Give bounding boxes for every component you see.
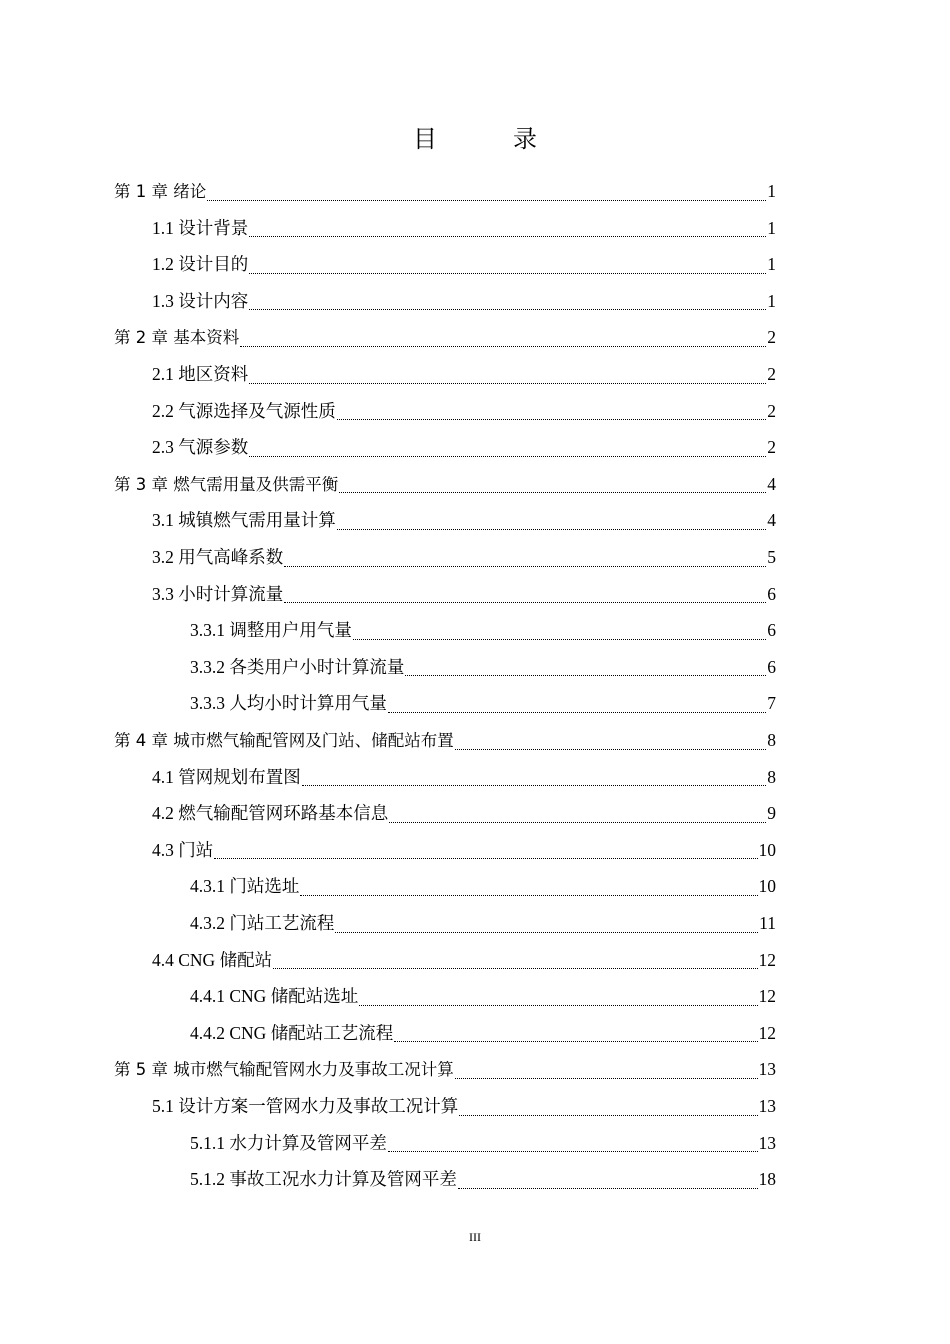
toc-entry-page: 9 [767, 803, 776, 824]
toc-entry-page: 11 [759, 913, 776, 933]
toc-entry-page: 2 [767, 437, 776, 458]
dot-leader [337, 419, 767, 420]
toc-entry-page: 6 [767, 656, 776, 677]
toc-entry[interactable] [152, 210, 776, 246]
dot-leader [339, 492, 766, 493]
page-title: 目 录 [413, 125, 563, 153]
toc-entry-page: 13 [758, 1096, 776, 1116]
dot-leader [249, 456, 766, 457]
toc-entry-title: 5.1.1 水力计算及管网平差 [190, 1132, 387, 1153]
toc-entry-page: 1 [767, 217, 776, 238]
toc-entry[interactable] [152, 356, 776, 392]
dot-leader [389, 822, 766, 823]
toc-entry-title: 2.1 地区资料 [152, 364, 249, 384]
dot-leader [300, 895, 757, 896]
dot-leader [302, 785, 767, 786]
dot-leader [359, 1005, 757, 1006]
toc-entry-page: 6 [767, 583, 776, 604]
toc-entry[interactable] [152, 283, 776, 319]
toc-entry-title: 4.1 管网规划布置图 [152, 766, 301, 787]
toc-entry-title: 4.3 门站 [152, 839, 214, 860]
dot-leader [458, 1188, 758, 1189]
toc-entry-title: 2.2 气源选择及气源性质 [152, 400, 336, 421]
toc-entry-title: 4.4.2 CNG 储配站工艺流程 [190, 1022, 394, 1043]
dot-leader [394, 1041, 757, 1042]
page-number: III [469, 1230, 481, 1244]
toc-entry-title: 1.1 设计背景 [152, 217, 249, 238]
toc-entry-page: 1 [767, 254, 776, 275]
toc-entry[interactable] [190, 649, 776, 685]
dot-leader [455, 1078, 758, 1079]
toc-entry-page: 2 [767, 400, 776, 421]
toc-entry[interactable] [114, 173, 776, 209]
toc-entry-page: 4 [767, 473, 776, 494]
toc-entry-page: 1 [767, 290, 776, 311]
dot-leader [459, 1115, 757, 1116]
toc-entry-page: 4 [767, 510, 776, 531]
toc-entry-title: 第 3 章 燃气需用量及供需平衡 [114, 474, 339, 494]
toc-entry[interactable] [152, 1088, 776, 1124]
toc-entry[interactable] [114, 466, 776, 502]
toc-entry-title: 第 4 章 城市燃气输配管网及门站、储配站布置 [114, 731, 454, 750]
toc-entry-title: 第 1 章 绪论 [114, 182, 207, 201]
toc-entry-page: 12 [758, 1022, 776, 1043]
toc-entry-title: 5.1 设计方案一管网水力及事故工况计算 [152, 1096, 459, 1116]
toc-entry[interactable] [152, 576, 776, 612]
toc-entry[interactable] [152, 942, 776, 978]
toc-entry-title: 1.2 设计目的 [152, 254, 249, 275]
toc-entry-page: 8 [767, 766, 776, 787]
toc-entry[interactable] [190, 685, 776, 721]
toc-entry-title: 3.2 用气高峰系数 [152, 547, 284, 567]
toc-entry[interactable] [114, 1051, 776, 1087]
toc-entry-title: 1.3 设计内容 [152, 290, 249, 311]
toc-entry-page: 8 [767, 730, 776, 750]
toc-entry[interactable] [152, 429, 776, 465]
toc-entry-title: 第 5 章 城市燃气输配管网水力及事故工况计算 [114, 1060, 454, 1080]
toc-entry-page: 2 [767, 327, 776, 348]
toc-entry[interactable] [190, 612, 776, 648]
toc-entry[interactable] [152, 393, 776, 429]
dot-leader [353, 639, 766, 640]
toc-entry-page: 13 [758, 1132, 776, 1153]
toc-entry-page: 12 [758, 986, 776, 1007]
toc-entry-title: 2.3 气源参数 [152, 437, 249, 458]
toc-entry-title: 4.4 CNG 储配站 [152, 949, 273, 970]
toc-entry-page: 10 [758, 876, 776, 897]
toc-entry-page: 2 [767, 364, 776, 384]
toc-entry-page: 6 [767, 620, 776, 641]
toc-entry[interactable] [190, 868, 776, 904]
toc-entry[interactable] [152, 502, 776, 538]
dot-leader [240, 346, 766, 347]
dot-leader [284, 566, 766, 567]
toc-entry-title: 3.3.3 人均小时计算用气量 [190, 693, 387, 714]
dot-leader [273, 968, 757, 969]
toc-entry[interactable] [190, 905, 776, 941]
toc-entry-title: 5.1.2 事故工况水力计算及管网平差 [190, 1169, 457, 1190]
toc-entry[interactable] [152, 539, 776, 575]
toc-entry-title: 4.3.1 门站选址 [190, 876, 300, 897]
toc-entry-title: 4.4.1 CNG 储配站选址 [190, 986, 359, 1007]
dot-leader [214, 858, 757, 859]
toc-entry[interactable] [190, 1015, 776, 1051]
toc-entry-page: 10 [758, 839, 776, 860]
toc-entry-title: 3.1 城镇燃气需用量计算 [152, 510, 336, 531]
toc-entry-page: 1 [767, 181, 776, 201]
dot-leader [335, 932, 758, 933]
toc-entry[interactable] [190, 1161, 776, 1197]
dot-leader [284, 602, 766, 603]
dot-leader [249, 383, 766, 384]
dot-leader [249, 309, 766, 310]
toc-entry-page: 18 [758, 1169, 776, 1190]
toc-entry[interactable] [114, 319, 776, 355]
toc-entry-title: 4.3.2 门站工艺流程 [190, 913, 335, 933]
toc-entry-title: 3.3.2 各类用户小时计算流量 [190, 656, 405, 677]
dot-leader [388, 712, 766, 713]
toc-entry[interactable] [114, 722, 776, 758]
toc-entry[interactable] [152, 759, 776, 795]
toc-entry[interactable] [152, 795, 776, 831]
dot-leader [249, 273, 766, 274]
dot-leader [388, 1151, 758, 1152]
toc-entry-page: 7 [767, 693, 776, 714]
toc-entry-page: 5 [767, 547, 776, 567]
dot-leader [249, 236, 766, 237]
dot-leader [455, 749, 767, 750]
toc-entry-title: 3.3.1 调整用户用气量 [190, 620, 352, 641]
toc-entry-page: 13 [758, 1059, 776, 1080]
toc-entry-page: 12 [758, 949, 776, 970]
dot-leader [207, 200, 766, 201]
dot-leader [337, 529, 767, 530]
toc-entry-title: 3.3 小时计算流量 [152, 583, 284, 604]
toc-entry-title: 4.2 燃气输配管网环路基本信息 [152, 803, 389, 824]
toc-entry[interactable] [152, 832, 776, 868]
dot-leader [405, 675, 766, 676]
toc-entry[interactable] [190, 1125, 776, 1161]
toc-entry[interactable] [152, 246, 776, 282]
toc-entry-title: 第 2 章 基本资料 [114, 328, 240, 348]
toc-entry[interactable] [190, 978, 776, 1014]
